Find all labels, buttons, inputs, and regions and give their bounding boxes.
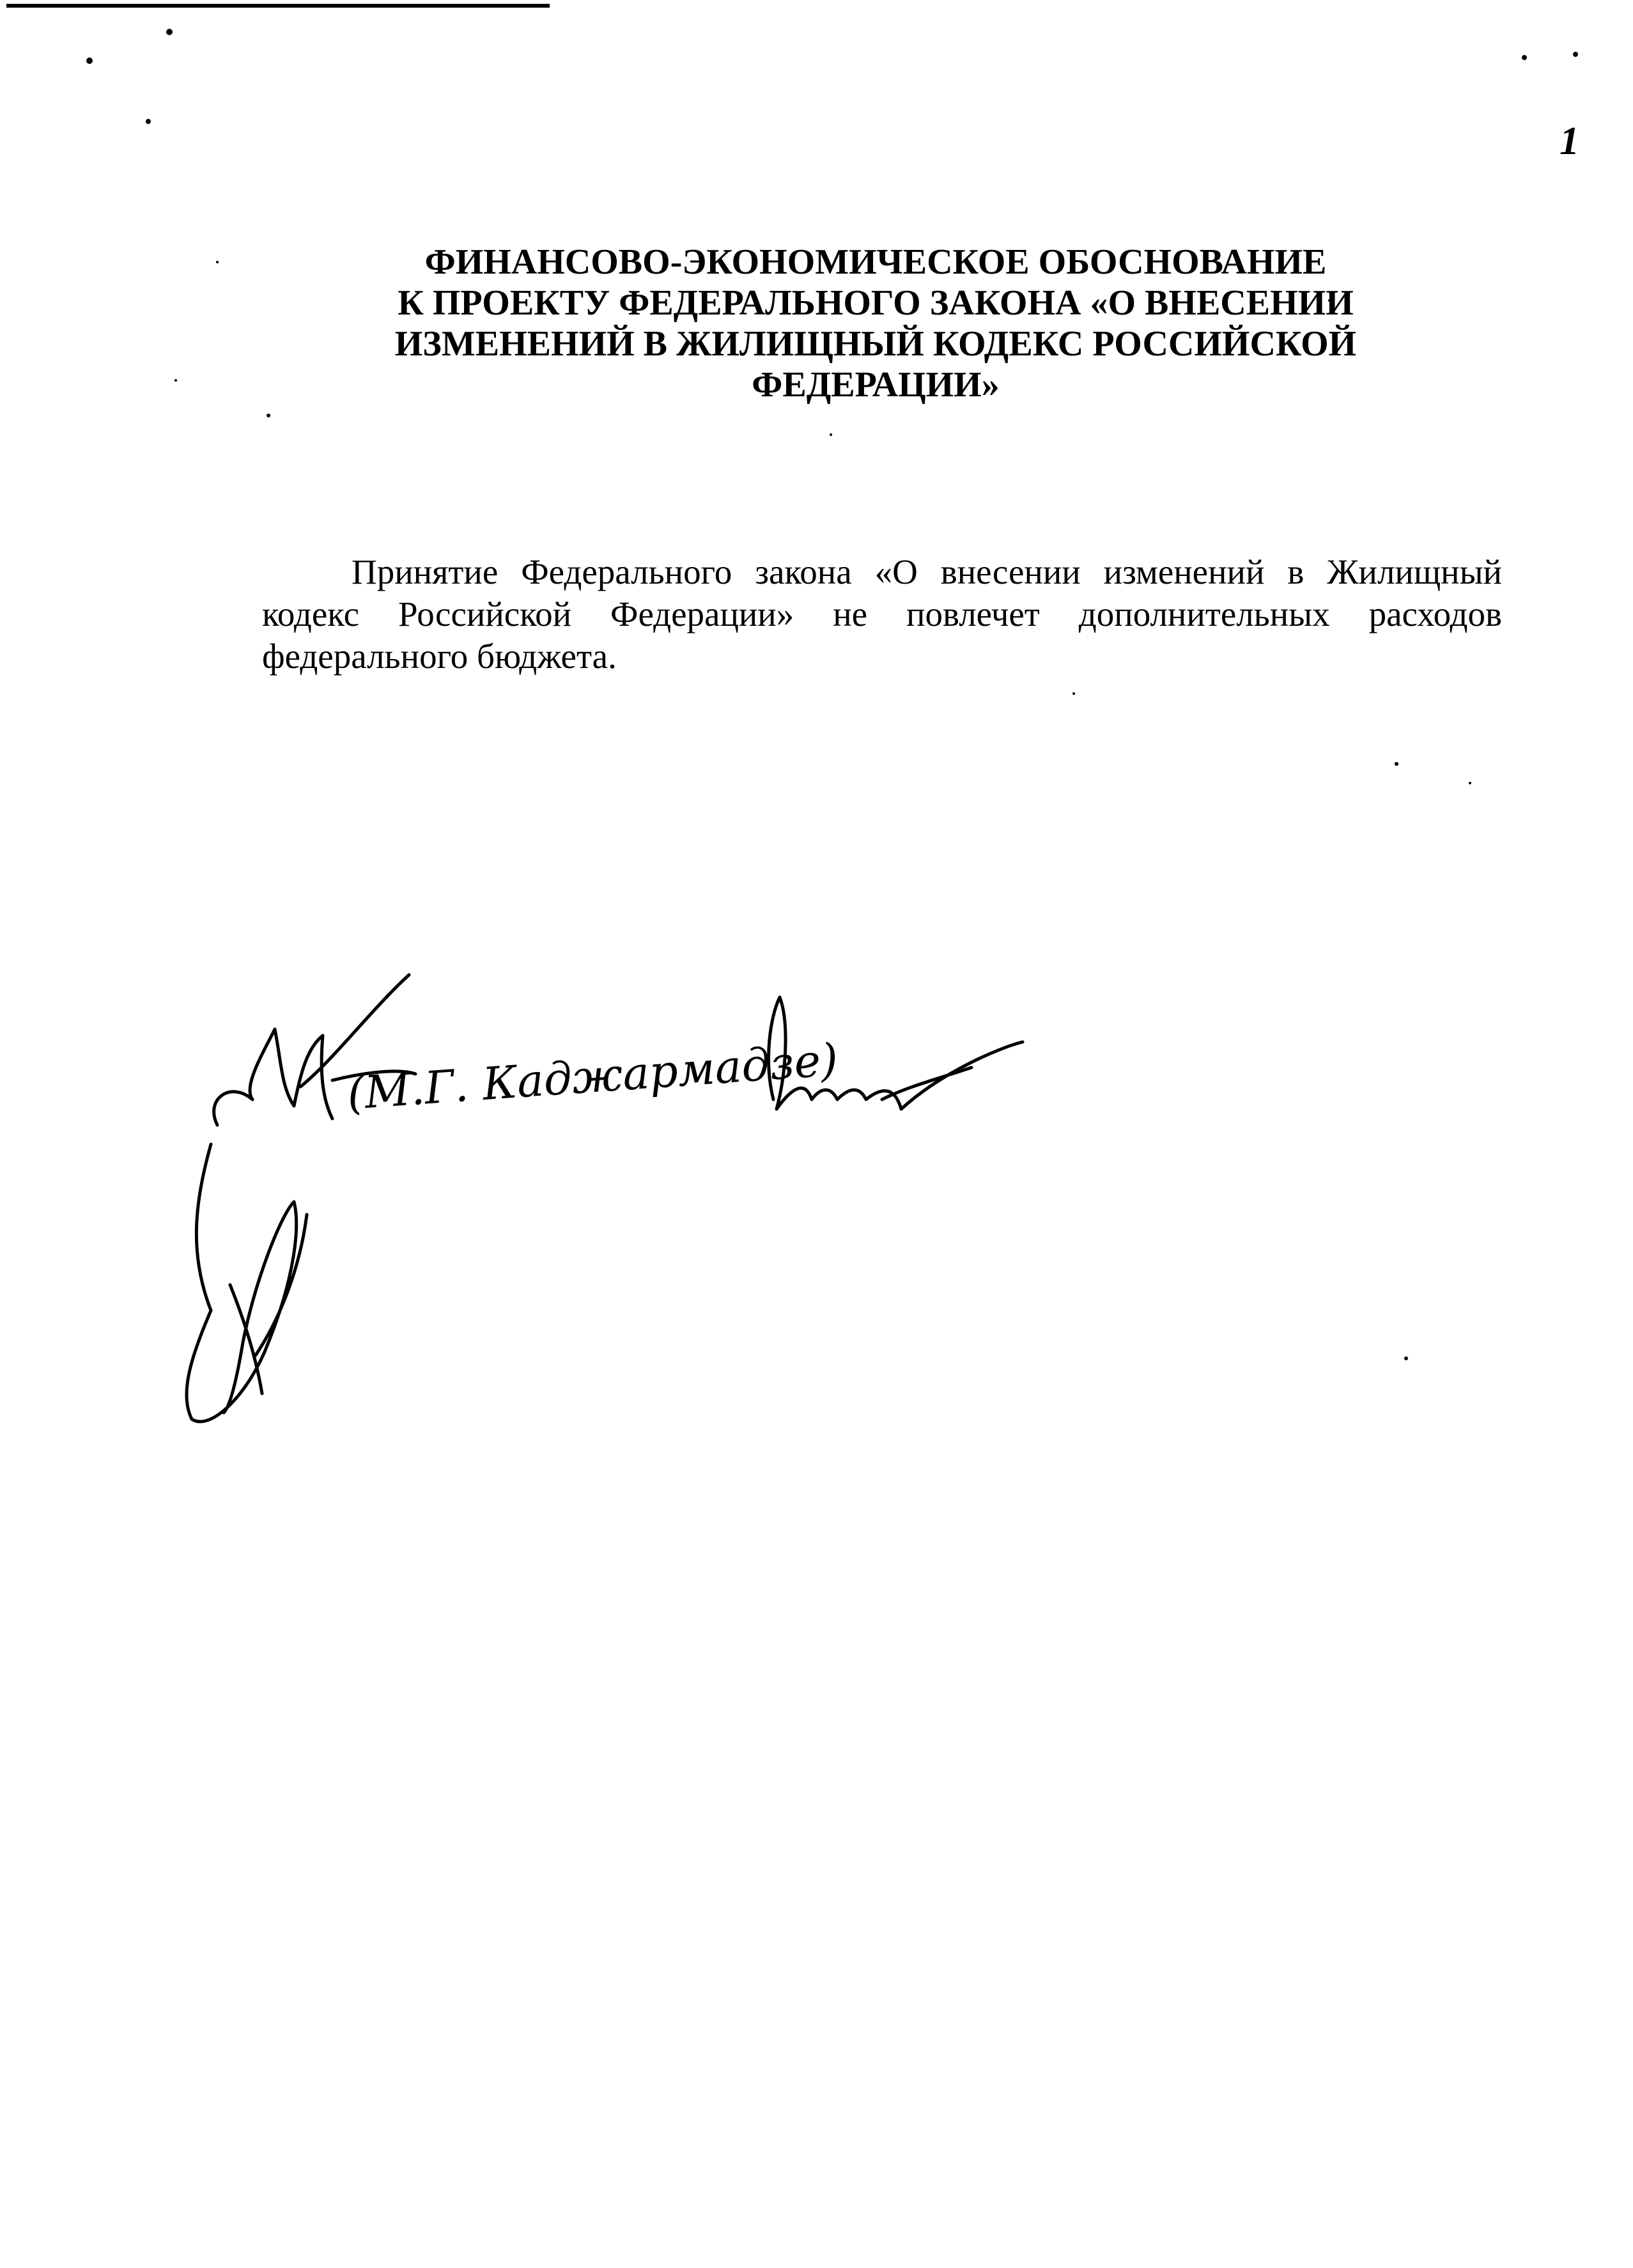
title-line-1: ФИНАНСОВО-ЭКОНОМИЧЕСКОЕ ОБОСНОВАНИЕ	[424, 242, 1327, 282]
title-line-2: К ПРОЕКТУ ФЕДЕРАЛЬНОГО ЗАКОНА «О ВНЕСЕНИИ	[398, 283, 1354, 323]
document-title	[320, 242, 1432, 405]
handwritten-name: (М.Г. Каджармадзе)	[345, 1033, 840, 1120]
body-paragraph	[262, 551, 1502, 678]
page-number: 1	[1559, 120, 1579, 163]
title-line-3: ИЗМЕНЕНИЙ В ЖИЛИЩНЫЙ КОДЕКС РОССИЙСКОЙ	[394, 324, 1357, 364]
title-line-4: ФЕДЕРАЦИИ»	[752, 365, 1000, 405]
body-text: Принятие Федерального закона «О внесении изменений в Жилищный кодекс Российской Федерации» не повлечет дополнительных расходов федерального бюджета.	[262, 552, 1502, 676]
